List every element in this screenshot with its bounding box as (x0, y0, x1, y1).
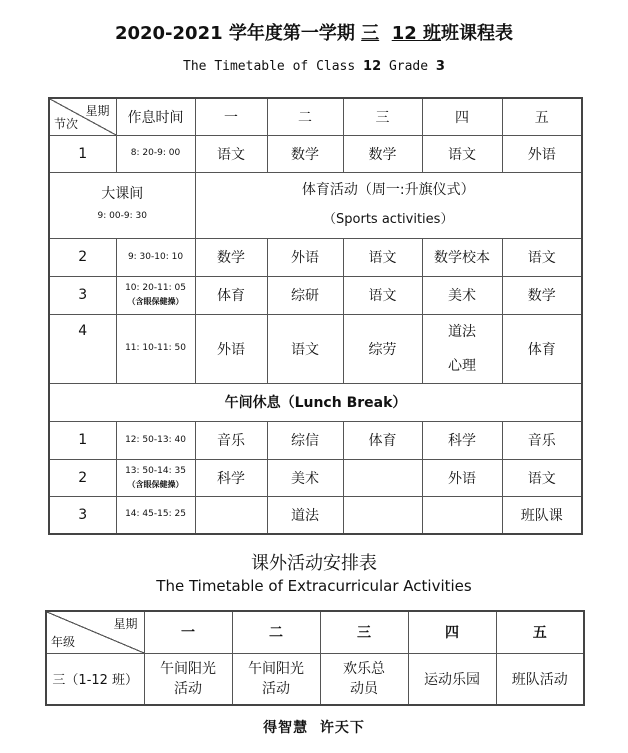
corner-header (46, 611, 144, 653)
subject-cell: 班队课 (502, 496, 582, 534)
subject-cell: 综研 (267, 276, 343, 314)
period-number: 3 (49, 496, 116, 534)
period-time-text: 13: 50-14: 35 (125, 465, 186, 476)
day-header: 三 (343, 98, 422, 135)
activity-line: 午间阳光 (160, 660, 216, 677)
subject-cell: 语文 (502, 459, 582, 496)
period-time: 8: 20-9: 00 (116, 135, 195, 172)
day-header: 三 (320, 611, 408, 653)
subject-line: 道法 (448, 323, 476, 340)
table-row (46, 653, 584, 705)
period-time (116, 276, 195, 314)
footer-motto: 得智慧 许天下 (263, 720, 365, 736)
day-header: 一 (144, 611, 232, 653)
table-row (49, 496, 582, 534)
subject-cell: 数学 (502, 276, 582, 314)
activity-cell (320, 653, 408, 705)
class-timetable (48, 97, 583, 535)
title-suffix: 班课程表 (441, 23, 514, 44)
period-time: 9: 30-10: 10 (116, 238, 195, 276)
subject-cell: 语文 (195, 135, 267, 172)
lunch-break-cell: 午间休息（Lunch Break） (49, 383, 582, 421)
period-number: 2 (49, 459, 116, 496)
extracurricular-subtitle: The Timetable of Extracurricular Activities (156, 577, 472, 595)
table-row (49, 238, 582, 276)
extracurricular-table (45, 610, 585, 706)
subtitle-mid: Grade (381, 59, 436, 74)
big-break-row (49, 172, 582, 238)
subtitle-pre: The Timetable of Class (183, 59, 364, 74)
big-break-label: 大课间 (101, 186, 144, 202)
day-header: 五 (496, 611, 584, 653)
period-time: 11: 10-11: 50 (116, 314, 195, 383)
page-title (0, 20, 628, 48)
subject-cell: 数学 (343, 135, 422, 172)
grade-label: 三（1-12 班） (46, 653, 144, 705)
subject-cell: 语文 (343, 238, 422, 276)
day-header: 一 (195, 98, 267, 135)
title-class: 12 班 (391, 23, 442, 44)
big-break-activity (195, 172, 582, 238)
activity-line: 欢乐总 (343, 660, 385, 677)
corner-header (49, 98, 116, 135)
table-header-row (46, 611, 584, 653)
period-number: 3 (49, 276, 116, 314)
corner-bottom-label: 年级 (51, 634, 76, 649)
subject-cell: 语文 (343, 276, 422, 314)
subject-cell (422, 314, 502, 383)
period-number: 1 (49, 421, 116, 459)
subject-cell: 综劳 (343, 314, 422, 383)
subject-cell: 语文 (502, 238, 582, 276)
big-break-cell (49, 172, 195, 238)
subject-cell (422, 496, 502, 534)
activity-line: 午间阳光 (248, 660, 304, 677)
subject-cell: 美术 (267, 459, 343, 496)
title-prefix: 2020-2021 学年度第一学期 (114, 23, 355, 44)
activity-cell (144, 653, 232, 705)
lunch-break-row (49, 383, 582, 421)
period-time: 14: 45-15: 25 (116, 496, 195, 534)
extracurricular-title: 课外活动安排表 (251, 553, 377, 574)
subject-cell: 数学 (195, 238, 267, 276)
activity-zh: 体育活动（周一:升旗仪式） (301, 182, 475, 198)
eye-exercise-note: （含眼保健操） (127, 479, 184, 489)
subject-cell: 体育 (502, 314, 582, 383)
table-row (49, 276, 582, 314)
subject-cell: 体育 (343, 421, 422, 459)
page-subtitle (0, 56, 628, 78)
day-header: 二 (267, 98, 343, 135)
subject-cell: 语文 (422, 135, 502, 172)
subject-cell: 语文 (267, 314, 343, 383)
activity-cell: 班队活动 (496, 653, 584, 705)
activity-line: 动员 (350, 680, 378, 697)
period-number: 1 (49, 135, 116, 172)
subtitle-grade: 3 (435, 59, 445, 74)
subject-cell: 综信 (267, 421, 343, 459)
subject-cell: 外语 (502, 135, 582, 172)
activity-line: 活动 (174, 680, 202, 697)
title-grade: 三 (361, 23, 380, 44)
table-row (49, 459, 582, 496)
subject-line: 心理 (448, 357, 476, 374)
time-header: 作息时间 (116, 98, 195, 135)
day-header: 五 (502, 98, 582, 135)
corner-top-label: 星期 (113, 617, 138, 631)
period-number: 2 (49, 238, 116, 276)
subject-cell: 数学校本 (422, 238, 502, 276)
period-time-text: 10: 20-11: 05 (125, 283, 186, 293)
eye-exercise-note: （含眼保健操） (127, 297, 184, 306)
subject-cell: 科学 (422, 421, 502, 459)
subject-cell: 外语 (195, 314, 267, 383)
table-row (49, 314, 582, 383)
subtitle-class: 12 (363, 59, 382, 74)
subject-cell: 道法 (267, 496, 343, 534)
big-break-time: 9: 00-9: 30 (97, 211, 147, 221)
period-number: 4 (49, 314, 116, 383)
activity-line: 活动 (262, 680, 290, 697)
subject-cell: 外语 (267, 238, 343, 276)
subject-cell: 音乐 (195, 421, 267, 459)
subject-cell: 体育 (195, 276, 267, 314)
subject-cell (343, 459, 422, 496)
activity-cell (232, 653, 320, 705)
table-row (49, 135, 582, 172)
table-row (49, 421, 582, 459)
subject-cell: 科学 (195, 459, 267, 496)
day-header: 四 (408, 611, 496, 653)
subject-cell: 美术 (422, 276, 502, 314)
subject-cell: 外语 (422, 459, 502, 496)
subject-cell: 音乐 (502, 421, 582, 459)
period-time: 12: 50-13: 40 (116, 421, 195, 459)
subject-cell (195, 496, 267, 534)
activity-cell: 运动乐园 (408, 653, 496, 705)
corner-top-label: 星期 (85, 104, 110, 118)
period-time (116, 459, 195, 496)
day-header: 二 (232, 611, 320, 653)
subject-cell (343, 496, 422, 534)
table-header-row (49, 98, 582, 135)
day-header: 四 (422, 98, 502, 135)
corner-bottom-label: 节次 (54, 116, 79, 131)
activity-en: （Sports activities） (323, 212, 454, 227)
subject-cell: 数学 (267, 135, 343, 172)
